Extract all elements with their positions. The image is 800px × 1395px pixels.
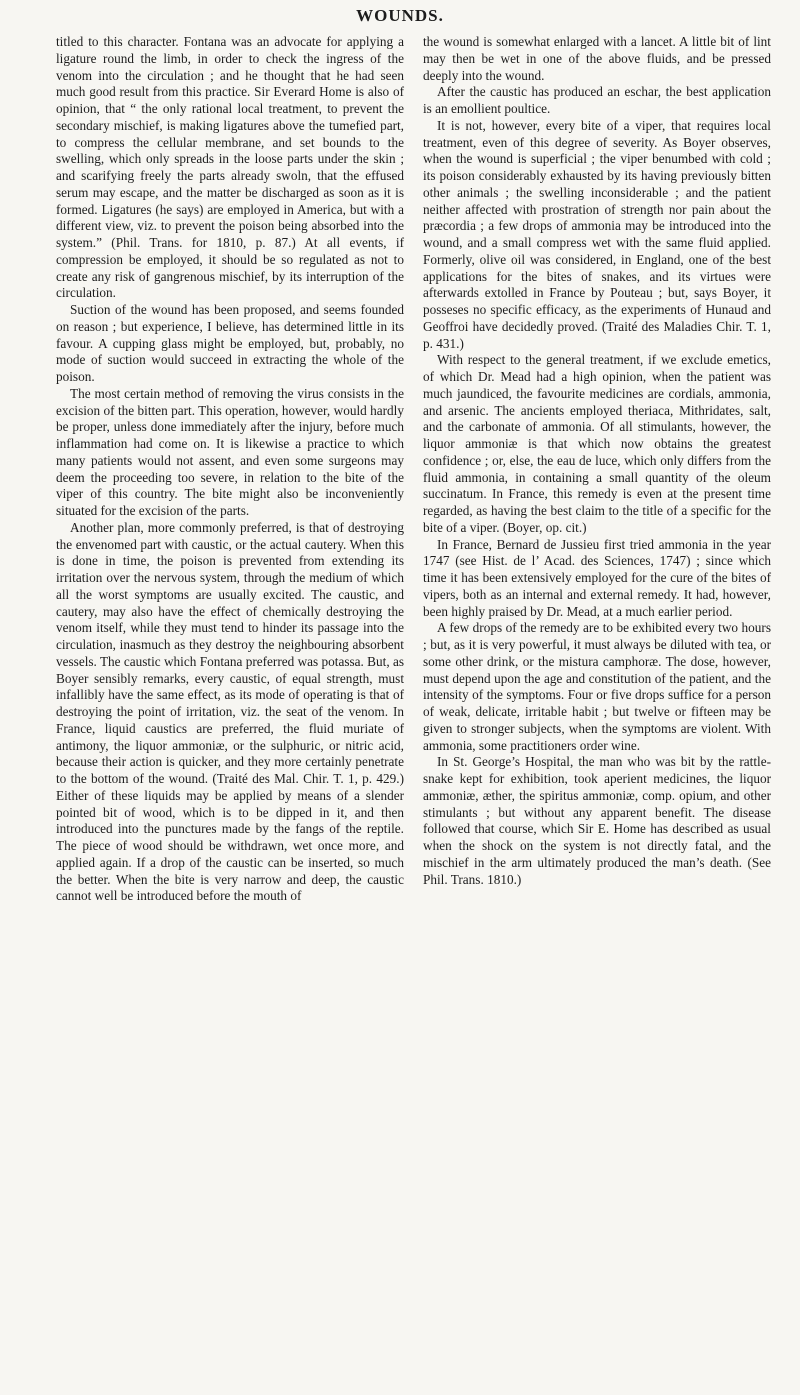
paragraph: With respect to the general treatment, if we exclude emetics, of which Dr. Mead had a high opinion, when the patient was much jaundiced, the favourite medicines are cordials, ammonia, and arsenic. The ancients employed theriaca, Mithridates, salt, and the carbonate of ammonia. Of all stimulants, however, the liquor ammoniæ is that which now obtains the greatest confidence ; or, else, the eau de luce, which only differs from the fluid ammonia, in containing a small quantity of the oleum succinatum. In France, this remedy is even at the present time regarded, as having the best claim to the title of a specific for the bite of a viper. (Boyer, op. cit.) [423, 352, 771, 535]
paragraph: The most certain method of removing the virus consists in the excision of the bitten part. This operation, however, would hardly be proper, unless done immediately after the injury, before much inflammation had come on. It is likewise a practice to which many patients would not assent, and even some surgeons may deem the proceeding too severe, in relation to the bite of the viper of this country. The bite might also be inconveniently situated for the excision of the parts. [56, 385, 404, 518]
paragraph: After the caustic has produced an eschar, the best application is an emollient poultice. [423, 84, 771, 116]
paragraph: In France, Bernard de Jussieu first tried ammonia in the year 1747 (see Hist. de l’ Acad. des Sciences, 1747) ; since which time it has been extensively employed for the cure of the bites of vipers, both as an internal and external remedy. It had, however, been highly praised by Dr. Mead, at a much earlier period. [423, 536, 771, 619]
paragraph: titled to this character. Fontana was an advocate for applying a ligature round the limb, in order to check the ingress of the venom into the circulation ; and he thought that he had seen much good result from this practice. Sir Everard Home is also of opinion, that “ the only rational local treatment, to prevent the secondary mischief, is making ligatures above the tumefied part, to compress the cellular membrane, and set bounds to the swelling, which only spreads in the loose parts under the skin ; and scarifying freely the parts already swoln, that the effused serum may escape, and the matter be discharged as soon as it is formed. Ligatures (he says) are employed in America, but with a different view, viz. to prevent the poison being absorbed into the system.” (Phil. Trans. for 1810, p. 87.) At all events, if compression be employed, it should be so regulated as not to create any risk of gangrenous mischief, by its interruption of the circulation. [56, 34, 404, 301]
paragraph: In St. George’s Hospital, the man who was bit by the rattle-snake kept for exhibition, took aperient medicines, the liquor ammoniæ, æther, the spiritus ammoniæ, comp. opium, and other stimulants ; but without any apparent benefit. The disease followed that course, which Sir E. Home has described as usual when the shock on the system is not directly fatal, and the mischief in the arm ultimately produced the man’s death. (See Phil. Trans. 1810.) [423, 754, 771, 887]
page-header: WOUNDS. [356, 6, 444, 25]
paragraph: A few drops of the remedy are to be exhibited every two hours ; but, as it is very powerful, it must always be diluted with tea, or some other drink, or the mistura camphoræ. The dose, however, must depend upon the age and constitution of the patient, and the intensity of the symptoms. Four or five drops suffice for a person of weak, delicate, irritable habit ; but twelve or fifteen may be given to stronger subjects, when the symptoms are violent. With ammonia, some practitioners order wine. [423, 620, 771, 753]
paragraph: the wound is somewhat enlarged with a lancet. A little bit of lint may then be wet in one of the above fluids, and be pressed deeply into the wound. [423, 34, 771, 83]
paragraph: Another plan, more commonly preferred, is that of destroying the envenomed part with caustic, or the actual cautery. When this is done in time, the poison is prevented from extending its irritation over the nervous system, through the medium of which all the worst symptoms are usually excited. The caustic, and cautery, may also have the effect of chemically destroying the venom itself, while they must tend to hinder its passage into the circulation, inasmuch as they destroy the neighbouring absorbent vessels. The caustic which Fontana preferred was potassa. But, as Boyer sensibly remarks, every caustic, of equal strength, must infallibly have the same effect, as its mode of operating is that of destroying the point of irritation, viz. the seat of the venom. In France, liquid caustics are preferred, the fluid muriate of antimony, the liquor ammoniæ, or the sulphuric, or nitric acid, because their action is quicker, and they more certainly penetrate to the bottom of the wound. (Traité des Mal. Chir. T. 1, p. 429.) Either of these liquids may be applied by means of a slender pointed bit of wood, which is to be dipped in it, and then introduced into the punctures made by the fangs of the reptile. The piece of wood should be withdrawn, wet once more, and applied again. If a drop of the caustic can be inserted, so much the better. When the bite is very narrow and deep, the caustic cannot well be introduced before the mouth of [56, 519, 404, 904]
left-column [56, 34, 404, 905]
paragraph: It is not, however, every bite of a viper, that requires local treatment, even of this degree of severity. As Boyer observes, when the wound is superficial ; the viper benumbed with cold ; its poison considerably exhausted by its having previously bitten other animals ; the swelling inconsiderable ; and the patient neither affected with prostration of strength nor pain about the præcordia ; a few drops of ammonia may be introduced into the wound, and a small compress wet with the same fluid applied. Formerly, olive oil was considered, in England, one of the best applications for the bites of snakes, and its virtues were afterwards extolled in France by Pouteau ; but, says Boyer, it posseses no specific efficacy, as the experiments of Hunaud and Geoffroi have decidedly proved. (Traité des Maladies Chir. T. 1, p. 431.) [423, 117, 771, 351]
paragraph: Suction of the wound has been proposed, and seems founded on reason ; but experience, I believe, has determined little in its favour. A cupping glass might be employed, but, probably, no mode of suction would succeed in extracting the whole of the poison. [56, 302, 404, 384]
right-column [423, 34, 771, 888]
